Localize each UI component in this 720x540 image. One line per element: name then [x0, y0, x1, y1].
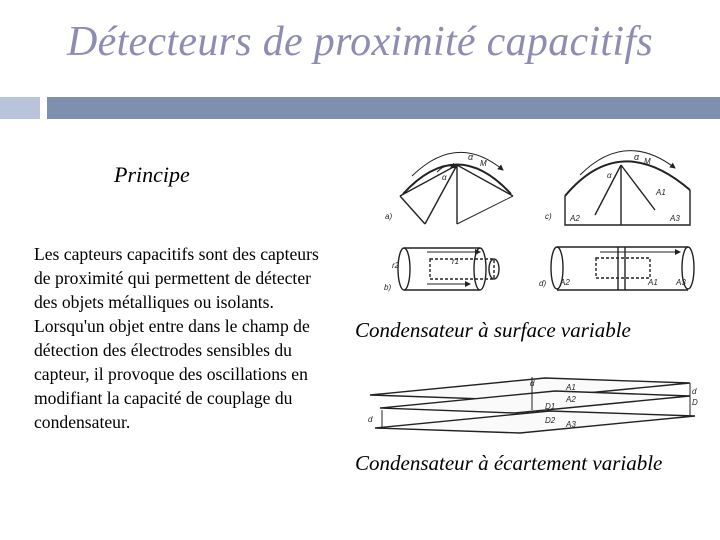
- svg-text:a): a): [385, 212, 393, 221]
- svg-text:D1: D1: [545, 402, 556, 411]
- cylinder-diagram-d: [539, 247, 694, 290]
- svg-text:α: α: [442, 173, 447, 182]
- svg-text:α: α: [468, 152, 474, 162]
- sector-diagram-c: [545, 151, 690, 225]
- body-paragraph: Les capteurs capacitifs sont des capteurs de proximité qui permettent de détecter des objets métalliques ou isolants. Lorsqu'un objet entre dans le champ de détection des électrodes sensibles du capteur, il provoque des oscillations en modifiant la capacité de couplage du condensateur.: [34, 244, 319, 432]
- svg-text:α: α: [634, 152, 640, 162]
- svg-text:A2: A2: [570, 214, 580, 223]
- svg-text:A1: A1: [656, 188, 666, 197]
- svg-text:b): b): [384, 283, 392, 292]
- cylinder-diagram-b: [384, 248, 499, 292]
- svg-text:M: M: [644, 157, 651, 166]
- svg-text:D: D: [692, 398, 698, 407]
- section-heading: Principe: [114, 162, 190, 187]
- svg-text:A2: A2: [566, 395, 576, 404]
- svg-text:d: d: [530, 379, 535, 388]
- svg-text:d): d): [539, 279, 547, 288]
- svg-text:A1: A1: [566, 383, 576, 392]
- sector-diagram-a: [385, 152, 513, 224]
- caption-ecartement-variable: Condensateur à écartement variable: [355, 451, 663, 475]
- svg-text:d: d: [692, 387, 697, 396]
- svg-text:d: d: [368, 415, 373, 424]
- slide-title: Détecteurs de proximité capacitifs: [67, 19, 653, 65]
- svg-text:M: M: [480, 159, 487, 168]
- svg-text:A2: A2: [560, 278, 570, 287]
- parallel-plates-diagram: [368, 377, 698, 433]
- svg-text:A3: A3: [670, 214, 680, 223]
- svg-text:r1: r1: [452, 257, 460, 266]
- caption-surface-variable: Condensateur à surface variable: [355, 318, 631, 342]
- svg-text:A3: A3: [566, 420, 576, 429]
- svg-text:c): c): [545, 212, 552, 221]
- svg-text:r2: r2: [392, 261, 400, 270]
- svg-text:A1: A1: [648, 278, 658, 287]
- svg-text:D2: D2: [545, 416, 556, 425]
- svg-text:A3: A3: [676, 278, 686, 287]
- svg-text:α: α: [607, 171, 612, 180]
